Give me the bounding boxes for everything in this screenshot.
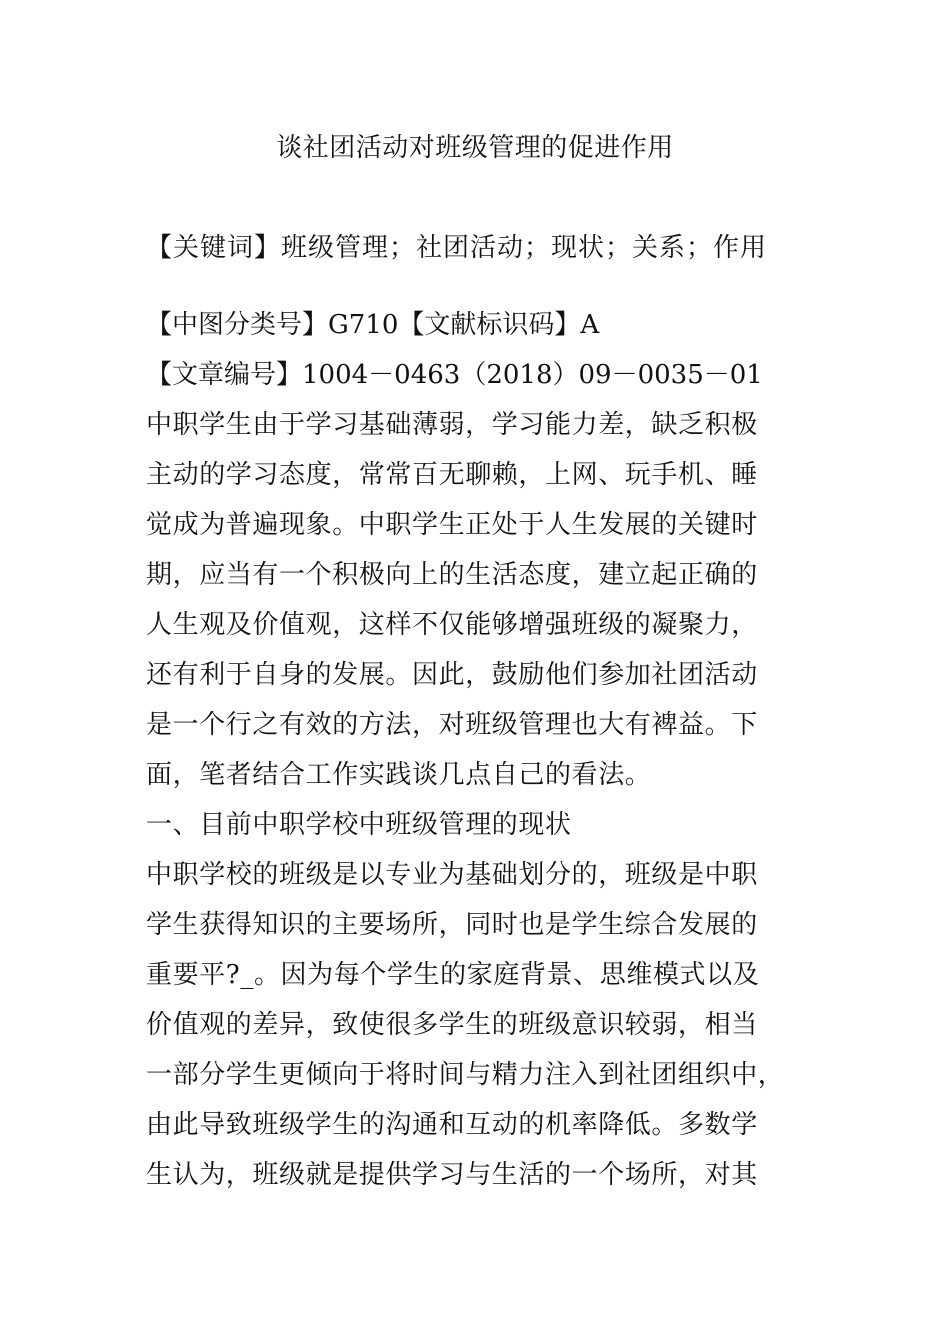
article-number-line: 【文章编号】1004－0463（2018）09－0035－01 — [146, 360, 763, 390]
body-line: 人生观及价值观，这样不仅能够增强班级的凝聚力， — [146, 610, 758, 640]
body-line: 面，笔者结合工作实践谈几点自己的看法。 — [146, 760, 652, 790]
document-title: 谈社团活动对班级管理的促进作用 — [276, 133, 674, 163]
body-line: 主动的学习态度，常常百无聊赖，上网、玩手机、睡 — [146, 460, 758, 490]
body-line: 是一个行之有效的方法，对班级管理也大有裨益。下 — [146, 710, 758, 740]
body-line: 学生获得知识的主要场所，同时也是学生综合发展的 — [146, 910, 758, 940]
body-line: 一部分学生更倾向于将时间与精力注入到社团组织中， — [146, 1060, 785, 1090]
body-line: 生认为，班级就是提供学习与生活的一个场所，对其 — [146, 1160, 758, 1190]
body-line: 还有利于自身的发展。因此，鼓励他们参加社团活动 — [146, 660, 758, 690]
body-line: 由此导致班级学生的沟通和互动的机率降低。多数学 — [146, 1110, 758, 1140]
body-line: 中职学校的班级是以专业为基础划分的，班级是中职 — [146, 860, 758, 890]
body-line: 觉成为普遍现象。中职学生正处于人生发展的关键时 — [146, 510, 758, 540]
section-heading: 一、目前中职学校中班级管理的现状 — [146, 810, 572, 840]
classification-line: 【中图分类号】G710【文献标识码】A — [146, 310, 600, 340]
body-text — [146, 405, 826, 1205]
body-line: 价值观的差异，致使很多学生的班级意识较弱，相当 — [146, 1010, 758, 1040]
body-line: 中职学生由于学习基础薄弱，学习能力差，缺乏积极 — [146, 410, 758, 440]
keywords-line: 【关键词】班级管理；社团活动；现状；关系；作用 — [146, 233, 768, 263]
body-line: 重要平?_。因为每个学生的家庭背景、思维模式以及 — [146, 960, 760, 990]
body-line: 期，应当有一个积极向上的生活态度，建立起正确的 — [146, 560, 758, 590]
